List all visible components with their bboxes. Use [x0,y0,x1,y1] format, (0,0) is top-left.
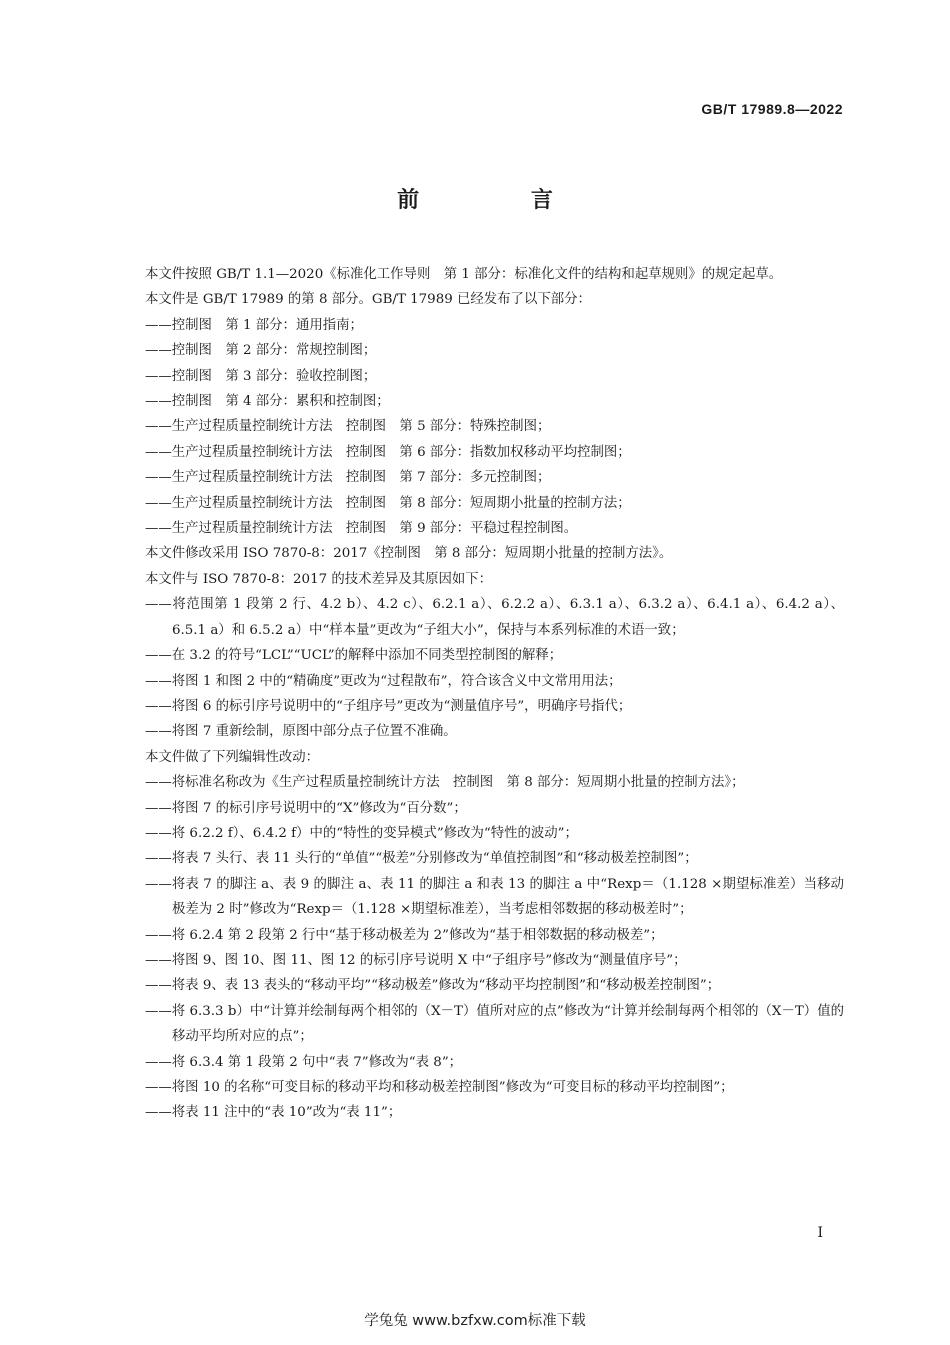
page-number: I [817,1225,823,1241]
list-item: ——将表 11 注中的“表 10”改为“表 11”； [145,1105,402,1121]
list-item: ——生产过程质量控制统计方法 控制图 第 9 部分：平稳过程控制图。 [145,521,578,537]
paragraph: 本文件与 ISO 7870-8：2017 的技术差异及其原因如下： [145,571,493,587]
document-body [118,262,844,1126]
list-item: ——将图 10 的名称“可变目标的移动平均和移动极差控制图”修改为“可变目标的移动平均控制图”； [145,1080,734,1095]
list-item: ——控制图 第 2 部分：常规控制图； [145,343,377,359]
list-item: ——将图 9、图 10、图 11、图 12 的标引序号说明 X 中“子组序号”修改为“测量值序号”； [145,952,687,968]
list-item: ——将图 7 的标引序号说明中的“X”修改为“百分数”； [145,800,467,816]
paragraph: 本文件修改采用 ISO 7870-8：2017《控制图 第 8 部分：短周期小批量的控制方法》。 [145,546,673,562]
list-item: ——生产过程质量控制统计方法 控制图 第 5 部分：特殊控制图； [145,419,551,435]
list-item: ——控制图 第 4 部分：累积和控制图； [145,394,390,410]
list-item: ——将表 9、表 13 表头的“移动平均”“移动极差”修改为“移动平均控制图”和“移动极差控制图”； [145,978,721,994]
list-item: ——生产过程质量控制统计方法 控制图 第 8 部分：短周期小批量的控制方法； [145,495,631,511]
list-item: ——将表 7 头行、表 11 头行的“单值”“极差”分别修改为“单值控制图”和“移动极差控制图”； [145,851,698,867]
standard-number: GB/T 17989.8—2022 [701,101,843,117]
footer-watermark: 学兔兔 www.bzfxw.com标准下载 [364,1313,586,1329]
page-title: 前 言 [397,188,605,213]
paragraph: 本文件按照 GB/T 1.1—2020《标准化工作导则 第 1 部分：标准化文件的结构和起草规则》的规定起草。 [145,267,783,282]
list-item: ——将表 7 的脚注 a、表 9 的脚注 a、表 11 的脚注 a 和表 13 的脚注 a 中“Rexp＝（1.128 ×期望标准差）当移动极差为 2 时”修改为“Rexp＝（1.128 ×期望标准差），当考虑相邻数据的移动极差时”； [145,876,844,918]
list-item: ——控制图 第 3 部分：验收控制图； [145,368,377,384]
paragraph: 本文件是 GB/T 17989 的第 8 部分。GB/T 17989 已经发布了以下部分： [145,292,591,308]
list-item: ——控制图 第 1 部分：通用指南； [145,317,363,333]
list-item: ——将标准名称改为《生产过程质量控制统计方法 控制图 第 8 部分：短周期小批量的控制方法》； [145,775,745,791]
list-item: ——将 6.2.4 第 2 段第 2 行中“基于移动极差为 2”修改为“基于相邻数据的移动极差”； [145,927,664,943]
list-item: ——将图 1 和图 2 中的“精确度”更改为“过程散布”，符合该含义中文常用用法； [145,673,622,689]
list-item: ——生产过程质量控制统计方法 控制图 第 6 部分：指数加权移动平均控制图； [145,444,631,460]
paragraph: 本文件做了下列编辑性改动： [145,749,320,765]
list-item: ——将图 6 的标引序号说明中的“子组序号”更改为“测量值序号”，明确序号指代； [145,698,632,714]
list-item: ——将范围第 1 段第 2 行、4.2 b）、4.2 c）、6.2.1 a）、6.2.2 a）、6.3.1 a）、6.3.2 a）、6.4.1 a）、6.4.2 a）、6.5.1 a）和 6.5.2 a）中“样本量”更改为“子组大小”，保持与本系列标准的术语一致； [145,597,844,638]
list-item: ——将 6.3.3 b）中“计算并绘制每两个相邻的（X－T）值所对应的点”修改为“计算并绘制每两个相邻的（X－T）值的移动平均所对应的点”； [145,1003,844,1045]
list-item: ——在 3.2 的符号“LCL”“UCL”的解释中添加不同类型控制图的解释； [145,648,563,664]
list-item: ——将图 7 重新绘制，原图中部分点子位置不准确。 [145,724,457,740]
list-item: ——生产过程质量控制统计方法 控制图 第 7 部分：多元控制图； [145,470,551,486]
list-item: ——将 6.3.4 第 1 段第 2 句中“表 7”修改为“表 8”； [145,1054,463,1070]
list-item: ——将 6.2.2 f）、6.4.2 f）中的“特性的变异模式”修改为“特性的波动”； [145,825,578,841]
